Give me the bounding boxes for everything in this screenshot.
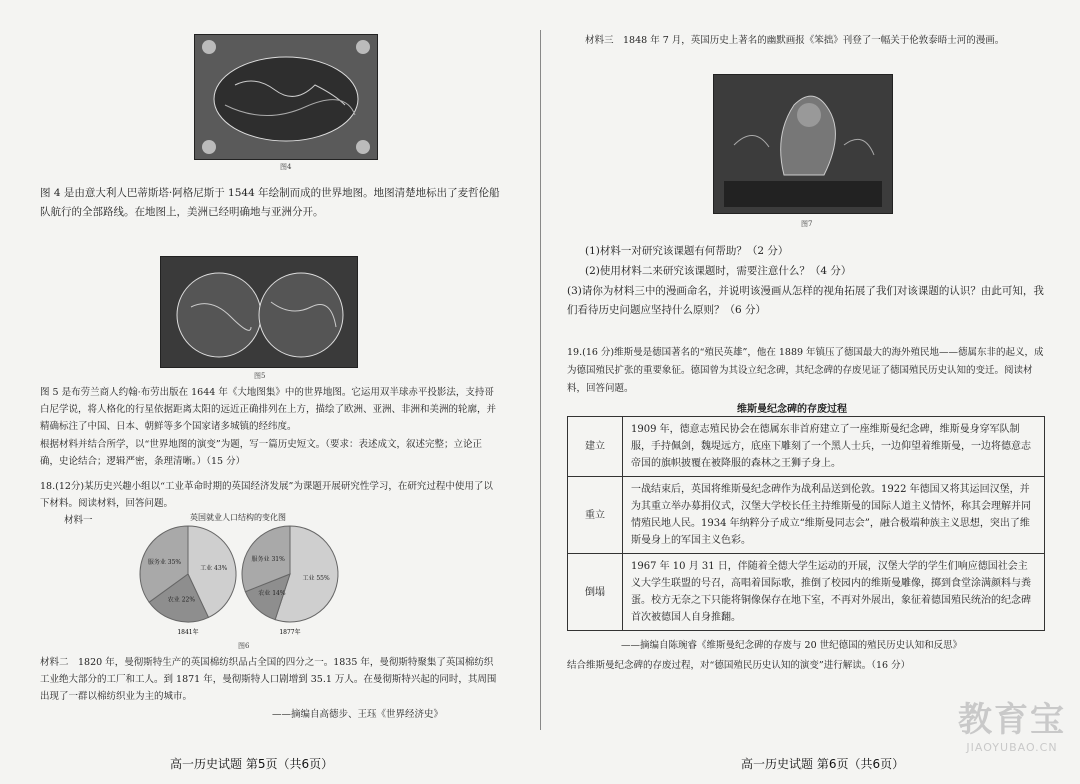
pie-slice-label: 服务业 31% [251, 556, 285, 564]
row-text: 1909 年，德意志殖民协会在德属东非首府建立了一座维斯曼纪念碑，维斯曼身穿军队制服，手持佩剑，魏堤远方，底座下雕刻了一个黑人士兵，一边仰望着维斯曼，一边将德意志帝国的旗帜披覆在被降服的森林之王狮子身上。 [623, 417, 1045, 477]
monument-history-table [567, 416, 1045, 631]
material2-source: ——摘编自高德步、王珏《世界经济史》 [272, 709, 444, 720]
q18-intro: 18.(12分)某历史兴趣小组以“工业革命时期的英国经济发展”为课题开展研究性学习，在研究过程中使用了以下材料。阅读材料，回答问题。 [40, 481, 493, 509]
material2-text: 材料二 1820 年，曼彻斯特生产的英国棉纺织品占全国的四分之一。1835 年，曼彻斯特聚集了英国棉纺织工业绝大部分的工厂和工人。到 1871 年，曼彻斯特人口剧增到 35.1 万人。在曼彻斯特兴起的同时，其周围出现了一群以棉纺织业为主的城市。 [40, 657, 497, 702]
material3-text: 材料三 1848 年 7 月，英国历史上著名的幽默画报《笨拙》刊登了一幅关于伦敦泰晤士河的漫画。 [585, 35, 1005, 46]
watermark-en: JIAOYUBAO.CN [966, 741, 1058, 754]
footer-page5: 高一历史试题 第5页（共6页） [170, 757, 334, 771]
q19-intro: 19.(16 分)维斯曼是德国著名的“殖民英雄”，他在 1889 年镇压了德国最大的海外殖民地——德属东非的起义，成为德国殖民扩张的重要象征。德国曾为其设立纪念碑，其纪念碑的存废见证了德国殖民历史认知的变迁。阅读材料，回答问题。 [567, 347, 1044, 394]
row-label: 建立 [568, 417, 623, 477]
table-row [568, 417, 1045, 477]
material1-label: 材料一 [64, 515, 93, 526]
fig5-description: 图 5 是布劳兰商人约翰·布劳出版在 1644 年《大地图集》中的世界地图。它运用双半球赤平投影法，支持哥白尼学说，将人格化的行星依据距离太阳的远近正确排列在上方，描绘了欧洲、亚洲、非洲和美洲的轮廓，并精确标注了中国、日本、朝鲜等多个国家诸多城镇的经纬度。 [40, 387, 497, 432]
pie-year-label: 1841年 [177, 629, 199, 636]
question-2: (2)使用材料二来研究该课题时，需要注意什么？（4 分） [585, 265, 852, 277]
world-map-1644-image [160, 256, 358, 368]
thames-cartoon-image [713, 74, 893, 214]
footer-page6: 高一历史试题 第6页（共6页） [741, 757, 905, 771]
question-1: (1)材料一对研究该课题有何帮助？（2 分） [585, 245, 789, 257]
fig7-caption: 图7 [801, 220, 813, 228]
fig4-caption: 图4 [280, 163, 292, 171]
pie-slice-label: 农业 22% [167, 596, 196, 604]
row-label: 倒塌 [568, 554, 623, 631]
table-source: ——摘编自陈琬睿《维斯曼纪念碑的存废与 20 世纪德国的殖民历史认知和反思》 [621, 640, 963, 651]
row-text: 一战结束后，英国将维斯曼纪念碑作为战利品送到伦敦。1922 年德国又将其运回汉堡，并为其重立举办募捐仪式，汉堡大学校长任主持维斯曼的国际人道主义情怀，称其会理解并同情殖民地人民。1934 年纳粹分子成立“维斯曼同志会”，融合极端种族主义思想，突出了维斯曼身上的军国主义色彩。 [623, 477, 1045, 554]
world-map-1544-image [194, 34, 378, 160]
employment-pie-charts [130, 522, 350, 640]
pie-slice-label: 农业 14% [258, 590, 286, 598]
pie-year-label: 1877年 [279, 629, 301, 636]
question-3: (3)请你为材料三中的漫画命名，并说明该漫画从怎样的视角拓展了我们对该课题的认识？由此可知，我们看待历史问题应坚持什么原则？（6 分） [567, 285, 1044, 316]
pie-slice-label: 工业 55% [302, 575, 330, 583]
table-title: 维斯曼纪念碑的存废过程 [737, 404, 847, 415]
page-6 [541, 0, 1080, 784]
pie-slice-label: 服务业 35% [147, 559, 182, 567]
row-text: 1967 年 10 月 31 日，伴随着全德大学生运动的开展，汉堡大学的学生们响应德国社会主义大学生联盟的号召，高唱着国际歌，推倒了校园内的维斯曼雕像，掷到食堂涂满颜料与粪蛋。校方无奈之下只能将铜像保存在地下室，不再对外展出，象征着德国殖民统治的纪念碑首次被德国人自身推翻。 [623, 554, 1045, 631]
fig4-description: 图 4 是由意大利人巴蒂斯塔·阿格尼斯于 1544 年绘制而成的世界地图。地图清楚地标出了麦哲伦船队航行的全部路线。在地图上，美洲已经明确地与亚洲分开。 [40, 187, 500, 218]
chart-title: 英国就业人口结构的变化图 [190, 513, 286, 522]
fig6-caption: 图6 [238, 642, 250, 650]
map-1644-drawing [161, 257, 357, 367]
fig5-caption: 图5 [254, 372, 266, 380]
cartoon-drawing [714, 75, 892, 213]
table-row [568, 477, 1045, 554]
map-1544-drawing [195, 35, 377, 159]
table-row [568, 554, 1045, 631]
row-label: 重立 [568, 477, 623, 554]
watermark-cn: 教育宝 [958, 700, 1066, 740]
watermark-logo [958, 692, 1066, 754]
q19-task: 结合维斯曼纪念碑的存废过程，对“德国殖民历史认知的演变”进行解读。（16 分） [567, 660, 911, 671]
pie-slice-label: 工业 43% [200, 565, 228, 573]
q17-task: 根据材料并结合所学，以“世界地图的演变”为题，写一篇历史短文。（要求：表述成文，叙述完整；立论正确，史论结合；逻辑严密，条理清晰。）（15 分） [40, 439, 482, 467]
